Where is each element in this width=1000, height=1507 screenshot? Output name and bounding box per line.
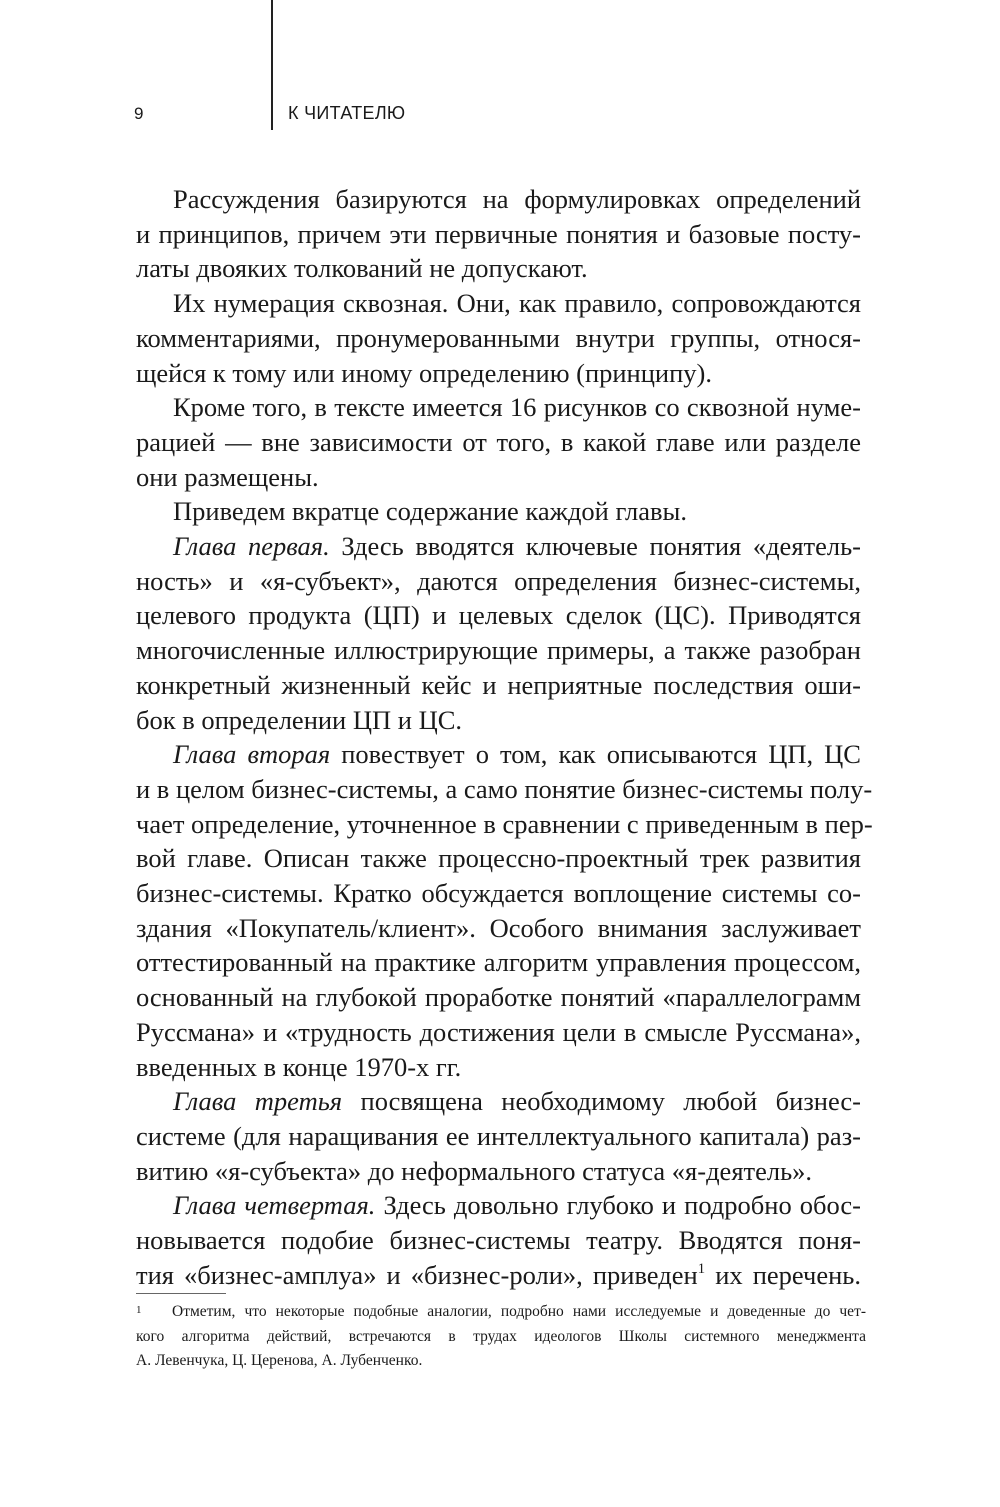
paragraph-7 [136,1084,861,1188]
text-line: Кроме того, в тексте имеется 16 рисунков со сквозной нуме- [173,392,861,423]
text-line: витию «я-субъекта» до неформального статуса «я-деятель». [136,1155,813,1186]
paragraph-1 [136,182,861,286]
body-text [136,182,873,1293]
text-line: щейся к тому или иному определению (принципу). [136,357,712,388]
text-line: целевого продукта (ЦП) и целевых сделок (ЦС). Приводятся [136,600,861,631]
text-line: конкретный жизненный кейс и неприятные последствия оши- [136,669,861,700]
paragraph-8 [136,1188,861,1292]
footnote-line: А. Левенчука, Ц. Церенова, А. Лубенченко. [136,1352,423,1369]
text-line: Их нумерация сквозная. Они, как правило, сопровождаются [173,288,861,319]
text-line: основанный на глубокой проработке понятий «параллелограмм [136,982,861,1013]
chapter-title-italic: Глава четвертая. [173,1190,376,1221]
chapter-title-italic: Глава первая. [173,531,330,562]
footnote-line: Отметим, что некоторые подобные аналогии, подробно нами исследуемые и доведенные до чет- [172,1303,866,1320]
text-line: чает определение, уточненное в сравнении с приведенным в пер- [136,808,873,839]
text-line: бизнес-системы. Кратко обсуждается воплощение системы со- [136,878,861,909]
text-line: и в целом бизнес-системы, а само понятие бизнес-системы полу- [136,773,873,804]
paragraph-4 [136,494,861,529]
text-line: ность» и «я-субъект», даются определения бизнес-системы, [136,565,861,596]
text-line: они размещены. [136,461,319,492]
chapter-title-italic: Глава третья [173,1086,343,1117]
paragraph-2 [136,286,861,390]
footnote [136,1300,866,1374]
text-line: здания «Покупатель/клиент». Особого внимания заслуживает [136,912,861,943]
text-line: новывается подобие бизнес-системы театру. Вводятся поня- [136,1225,861,1256]
footnote-mark: 1 [136,1304,142,1316]
header-vertical-rule [271,0,273,130]
paragraph-5 [136,529,861,737]
text-line: комментариями, пронумерованными внутри группы, относя- [136,322,861,353]
text-line: системе (для наращивания ее интеллектуального капитала) раз- [136,1120,861,1151]
text-line: и принципов, причем эти первичные понятия и базовые посту- [136,218,861,249]
text-line: тия «бизнес-амплуа» и «бизнес-роли», приведен$^1$ их перечень. [136,1259,861,1290]
footnote-separator [136,1293,226,1294]
text-line: вой главе. Описан также процессно-проектный трек развития [136,843,861,874]
page-number: 9 [134,104,144,123]
paragraph-6 [136,737,873,1084]
text-line: Глава четвертая. Здесь довольно глубоко и подробно обос- [173,1190,861,1221]
footnote-line: кого алгоритма действий, встречаются в трудах идеологов Школы системного менеджмента [136,1327,866,1345]
text-line: латы двояких толкований не допускают. [136,253,588,284]
running-head: К ЧИТАТЕЛЮ [288,103,406,123]
text-line: оттестированный на практике алгоритм управления процессом, [136,947,861,978]
text-line: введенных в конце 1970-х гг. [136,1051,462,1082]
text-line: Глава первая. Здесь вводятся ключевые понятия «деятель- [173,531,861,562]
text-line: Глава вторая повествует о том, как описываются ЦП, ЦС [173,739,861,770]
text-line: рацией — вне зависимости от того, в какой главе или разделе [136,426,861,457]
text-line: бок в определении ЦП и ЦС. [136,704,463,735]
chapter-title-italic: Глава вторая [173,739,331,770]
paragraph-3 [136,390,861,494]
text-line: Приведем вкратце содержание каждой главы. [173,496,687,527]
text-line: Глава третья посвящена необходимому любой бизнес- [173,1086,861,1117]
text-line: многочисленные иллюстрирующие примеры, а также разобран [136,635,861,666]
footnote-reference[interactable]: 1 [697,1260,706,1277]
text-line: Рассуждения базируются на формулировках определений [173,184,861,214]
text-line: Руссмана» и «трудность достижения цели в смысле Руссмана», [136,1016,861,1047]
